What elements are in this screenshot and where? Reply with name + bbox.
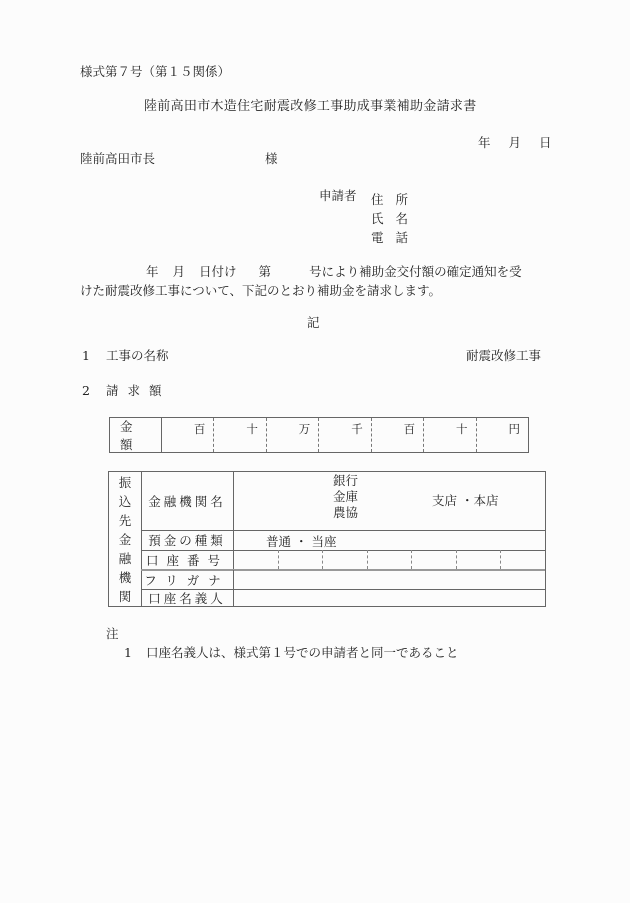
body-rest: 号により補助金交付額の確定通知を受 (309, 264, 522, 279)
institution-name-field[interactable] (234, 472, 545, 530)
document-title: 陸前高田市木造住宅耐震改修工事助成事業補助金請求書 (144, 99, 477, 114)
item-2-number: 2 (82, 383, 90, 398)
account-holder-label: 口座名義人 (141, 589, 234, 606)
amount-cell[interactable] (267, 418, 319, 452)
bank-side-label (109, 472, 142, 606)
unit-label: 万 (298, 422, 311, 436)
year-label: 年 (478, 135, 491, 150)
account-holder-field[interactable] (234, 589, 545, 606)
type-shinkin[interactable]: 金庫 (333, 489, 359, 504)
type-bank[interactable]: 銀行 (333, 473, 359, 488)
amount-label: 金額 (110, 418, 162, 452)
deposit-type-label: 預金の種類 (141, 530, 234, 550)
notes-title: 注 (106, 626, 119, 641)
form-number: 様式第７号（第１５関係） (80, 64, 231, 79)
amount-cell[interactable] (372, 418, 424, 452)
side-char: 振 (118, 474, 132, 490)
addressee-name: 陸前高田市長 (80, 151, 156, 166)
side-char: 金 (118, 531, 132, 547)
side-char: 融 (118, 550, 132, 566)
digit-cell[interactable] (501, 550, 545, 569)
item-1-value: 耐震改修工事 (466, 348, 542, 363)
addressee-honorific: 様 (265, 151, 278, 166)
furigana-label: フリガナ (141, 570, 234, 589)
applicant-phone-label: 電話 (371, 230, 421, 245)
amount-cell[interactable] (162, 418, 214, 452)
ki-heading: 記 (307, 315, 320, 330)
deposit-options[interactable]: 普通 ・ 当座 (266, 534, 337, 549)
amount-cell[interactable] (319, 418, 371, 452)
row-deposit-type (141, 530, 545, 551)
item-1-label: 工事の名称 (106, 348, 169, 363)
item-2-label: 請求額 (106, 383, 171, 398)
amount-cell[interactable] (214, 418, 266, 452)
institution-name-label: 金融機関名 (141, 472, 234, 530)
type-nokyo[interactable]: 農協 (333, 505, 359, 520)
digit-cell[interactable] (412, 550, 457, 569)
body-year: 年 (146, 264, 159, 279)
bank-table (108, 471, 546, 607)
amount-table (109, 417, 529, 453)
digit-cell[interactable] (368, 550, 413, 569)
digit-cell[interactable] (279, 550, 324, 569)
body-paragraph (80, 262, 548, 300)
day-label: 日 (539, 135, 552, 150)
body-date-suffix: 日付け (199, 264, 237, 279)
side-char: 先 (118, 512, 132, 528)
amount-cell[interactable] (424, 418, 476, 452)
account-number-field[interactable] (234, 550, 545, 569)
applicant-address-label: 住所 (371, 192, 421, 207)
applicant-name-label: 氏名 (371, 211, 421, 226)
row-institution-name (141, 472, 545, 531)
deposit-type-field[interactable] (234, 530, 545, 550)
row-account-number (141, 550, 545, 571)
unit-label: 百 (193, 422, 206, 436)
body-line-2: けた耐震改修工事について、下記のとおり補助金を請求します。 (80, 283, 442, 298)
unit-label: 十 (246, 422, 258, 436)
unit-label: 千 (351, 422, 363, 436)
unit-label: 円 (508, 422, 520, 436)
body-month: 月 (172, 264, 186, 279)
applicant-fields (371, 190, 420, 247)
furigana-field[interactable] (234, 570, 545, 589)
side-char: 機 (118, 569, 132, 585)
amount-cell[interactable] (477, 418, 528, 452)
account-number-label: 口座番号 (141, 550, 234, 569)
body-line-1 (80, 262, 548, 281)
date-line (478, 137, 552, 150)
note-1-number: 1 (124, 645, 132, 660)
unit-label: 十 (456, 422, 468, 436)
unit-label: 百 (403, 422, 416, 436)
row-account-holder (141, 589, 545, 606)
month-label: 月 (508, 135, 522, 150)
digit-cell[interactable] (234, 550, 279, 569)
row-furigana (141, 570, 545, 590)
side-char: 関 (118, 588, 132, 604)
note-1-text: 口座名義人は、様式第１号での申請者と同一であること (146, 645, 459, 660)
item-1-number: 1 (82, 348, 90, 363)
applicant-label: 申請者 (319, 188, 357, 203)
institution-types (333, 473, 358, 521)
digit-cell[interactable] (457, 550, 502, 569)
body-dai: 第 (258, 264, 272, 279)
digit-cell[interactable] (323, 550, 368, 569)
branch-options[interactable]: 支店 ・本店 (432, 493, 499, 508)
side-char: 込 (118, 493, 132, 509)
